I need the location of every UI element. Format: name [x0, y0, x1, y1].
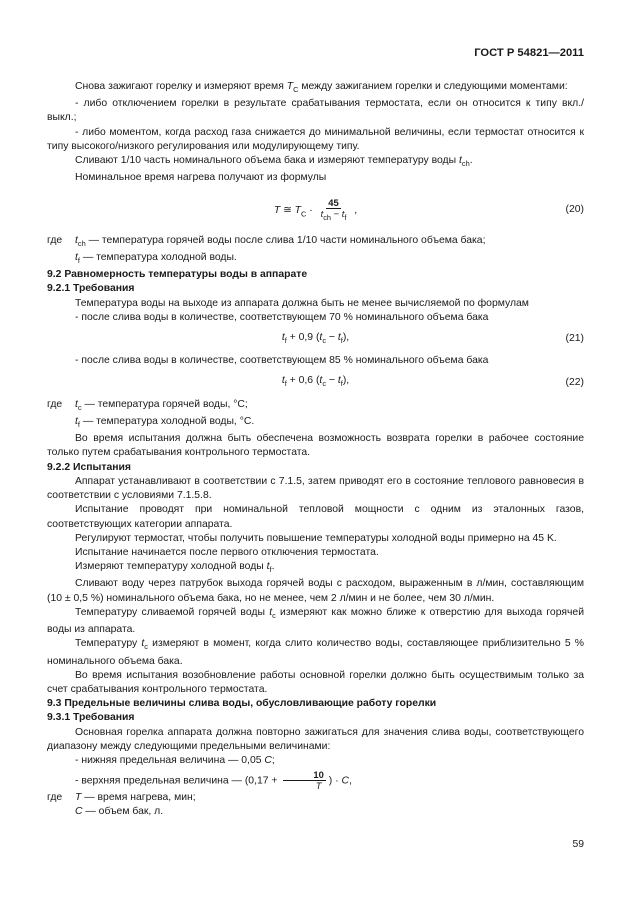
paragraph: Сливают 1/10 часть номинального объема бака и измеряют температуру воды $t_{ch}$. — [75, 155, 473, 169]
paragraph: Температуру $t_c$ измеряют в момент, когда слито количество воды, составляющее приблизительно 5 % номинального объема бака. — [47, 638, 585, 667]
formula-number: (22) — [565, 376, 584, 388]
paragraph: - нижняя предельная величина — 0,05 C; — [75, 754, 275, 766]
paragraph: Измеряют температуру холодной воды $t_f$. — [75, 561, 275, 575]
paragraph: Испытание проводят при номинальной тепловой мощности с одним из эталонных газов, соответствующих категории аппарата. — [47, 504, 584, 530]
subsection-heading: 9.2.2 Испытания — [47, 461, 131, 473]
page-number: 59 — [572, 839, 584, 850]
page-content — [47, 80, 584, 820]
paragraph: Испытание начинается после первого отключения термостата. — [75, 546, 379, 558]
paragraph: Основная горелка аппарата должна повторно зажигаться для значения слива воды, соответствующего диапазону между следующими предельными величинами: — [47, 726, 584, 752]
paragraph: Температура воды на выходе из аппарата должна быть не менее вычисляемой по формулам — [75, 297, 529, 309]
paragraph: - после слива воды в количестве, соответствующем 85 % номинального объема бака — [75, 355, 489, 367]
definition: C — объем бак, л. — [75, 806, 164, 818]
formula-number: (21) — [565, 333, 584, 345]
formula-20: T ≅ $T_C$ · $\frac{45}{t_{ch} - t_f}$ , (20) — [273, 197, 584, 223]
definition: $t_f$ — температура холодной воды. — [75, 251, 237, 265]
paragraph: Аппарат устанавливают в соответствии с 7.1.5, затем приводят его в состояние теплового равновесия в соответствии с условиями 7.1.5.8. — [47, 475, 584, 502]
definition: где $t_{ch}$ — температура горячей воды после слива 1/10 части номинального объема бака; — [47, 234, 486, 248]
paragraph: - либо отключением горелки в результате срабатывания термостата, если он относится к типу вкл./выкл.; — [47, 98, 584, 124]
paragraph: Снова зажигают горелку и измеряют время $T_C$ между зажиганием горелки и следующими моментами: — [75, 81, 568, 95]
paragraph: Во время испытания возобновление работы основной горелки должно быть осуществимым только за счет срабатывания контрольного термостата. — [47, 669, 584, 695]
subsection-heading: 9.3.1 Требования — [47, 712, 135, 724]
paragraph: - либо моментом, когда расход газа снижается до минимальной величины, если термостат относится к типу высокого/низкого регулирования или модулирующему типу. — [47, 126, 584, 152]
paragraph: - верхняя предельная величина — (0,17 + $\frac{10}{T}$ ) · C, — [75, 769, 352, 792]
formula-number: (20) — [565, 204, 584, 216]
definition: $t_f$ — температура холодной воды, °С. — [75, 416, 255, 430]
paragraph: Сливают воду через патрубок выхода горячей воды с расходом, выраженным в л/мин, составляющим (10 ± 0,5 %) номинального объема бака, но не менее, чем 2 л/мин и не более, чем 30 л/мин. — [47, 578, 584, 604]
standard-header: ГОСТ Р 54821—2011 — [474, 47, 584, 59]
section-heading: 9.2 Равномерность температуры воды в аппарате — [47, 269, 308, 281]
formula-21: $t_f + 0,9$ $(t_c - t_f)$, (21) — [281, 331, 584, 346]
paragraph: Номинальное время нагрева получают из формулы — [75, 172, 327, 184]
formula-22: $t_f + 0,6$ $(t_c - t_f)$, (22) — [281, 375, 584, 389]
definition: где T — время нагрева, мин; — [47, 792, 196, 804]
subsection-heading: 9.2.1 Требования — [47, 283, 135, 295]
paragraph: Температуру сливаемой горячей воды $t_c$ измеряют как можно ближе к отверстию для выхода горячей воды из аппарата. — [47, 606, 584, 636]
paragraph: - после слива воды в количестве, соответствующем 70 % номинального объема бака — [75, 311, 489, 323]
paragraph: Регулируют термостат, чтобы получить повышение температуры холодной воды примерно на 45 K. — [75, 532, 557, 544]
definition: где $t_c$ — температура горячей воды, °С; — [47, 398, 248, 412]
paragraph: Во время испытания должна быть обеспечена возможность возврата горелки в рабочее состояние только путем срабатывания контрольного термостата. — [47, 433, 584, 459]
section-heading: 9.3 Предельные величины слива воды, обусловливающие работу горелки — [47, 698, 437, 710]
